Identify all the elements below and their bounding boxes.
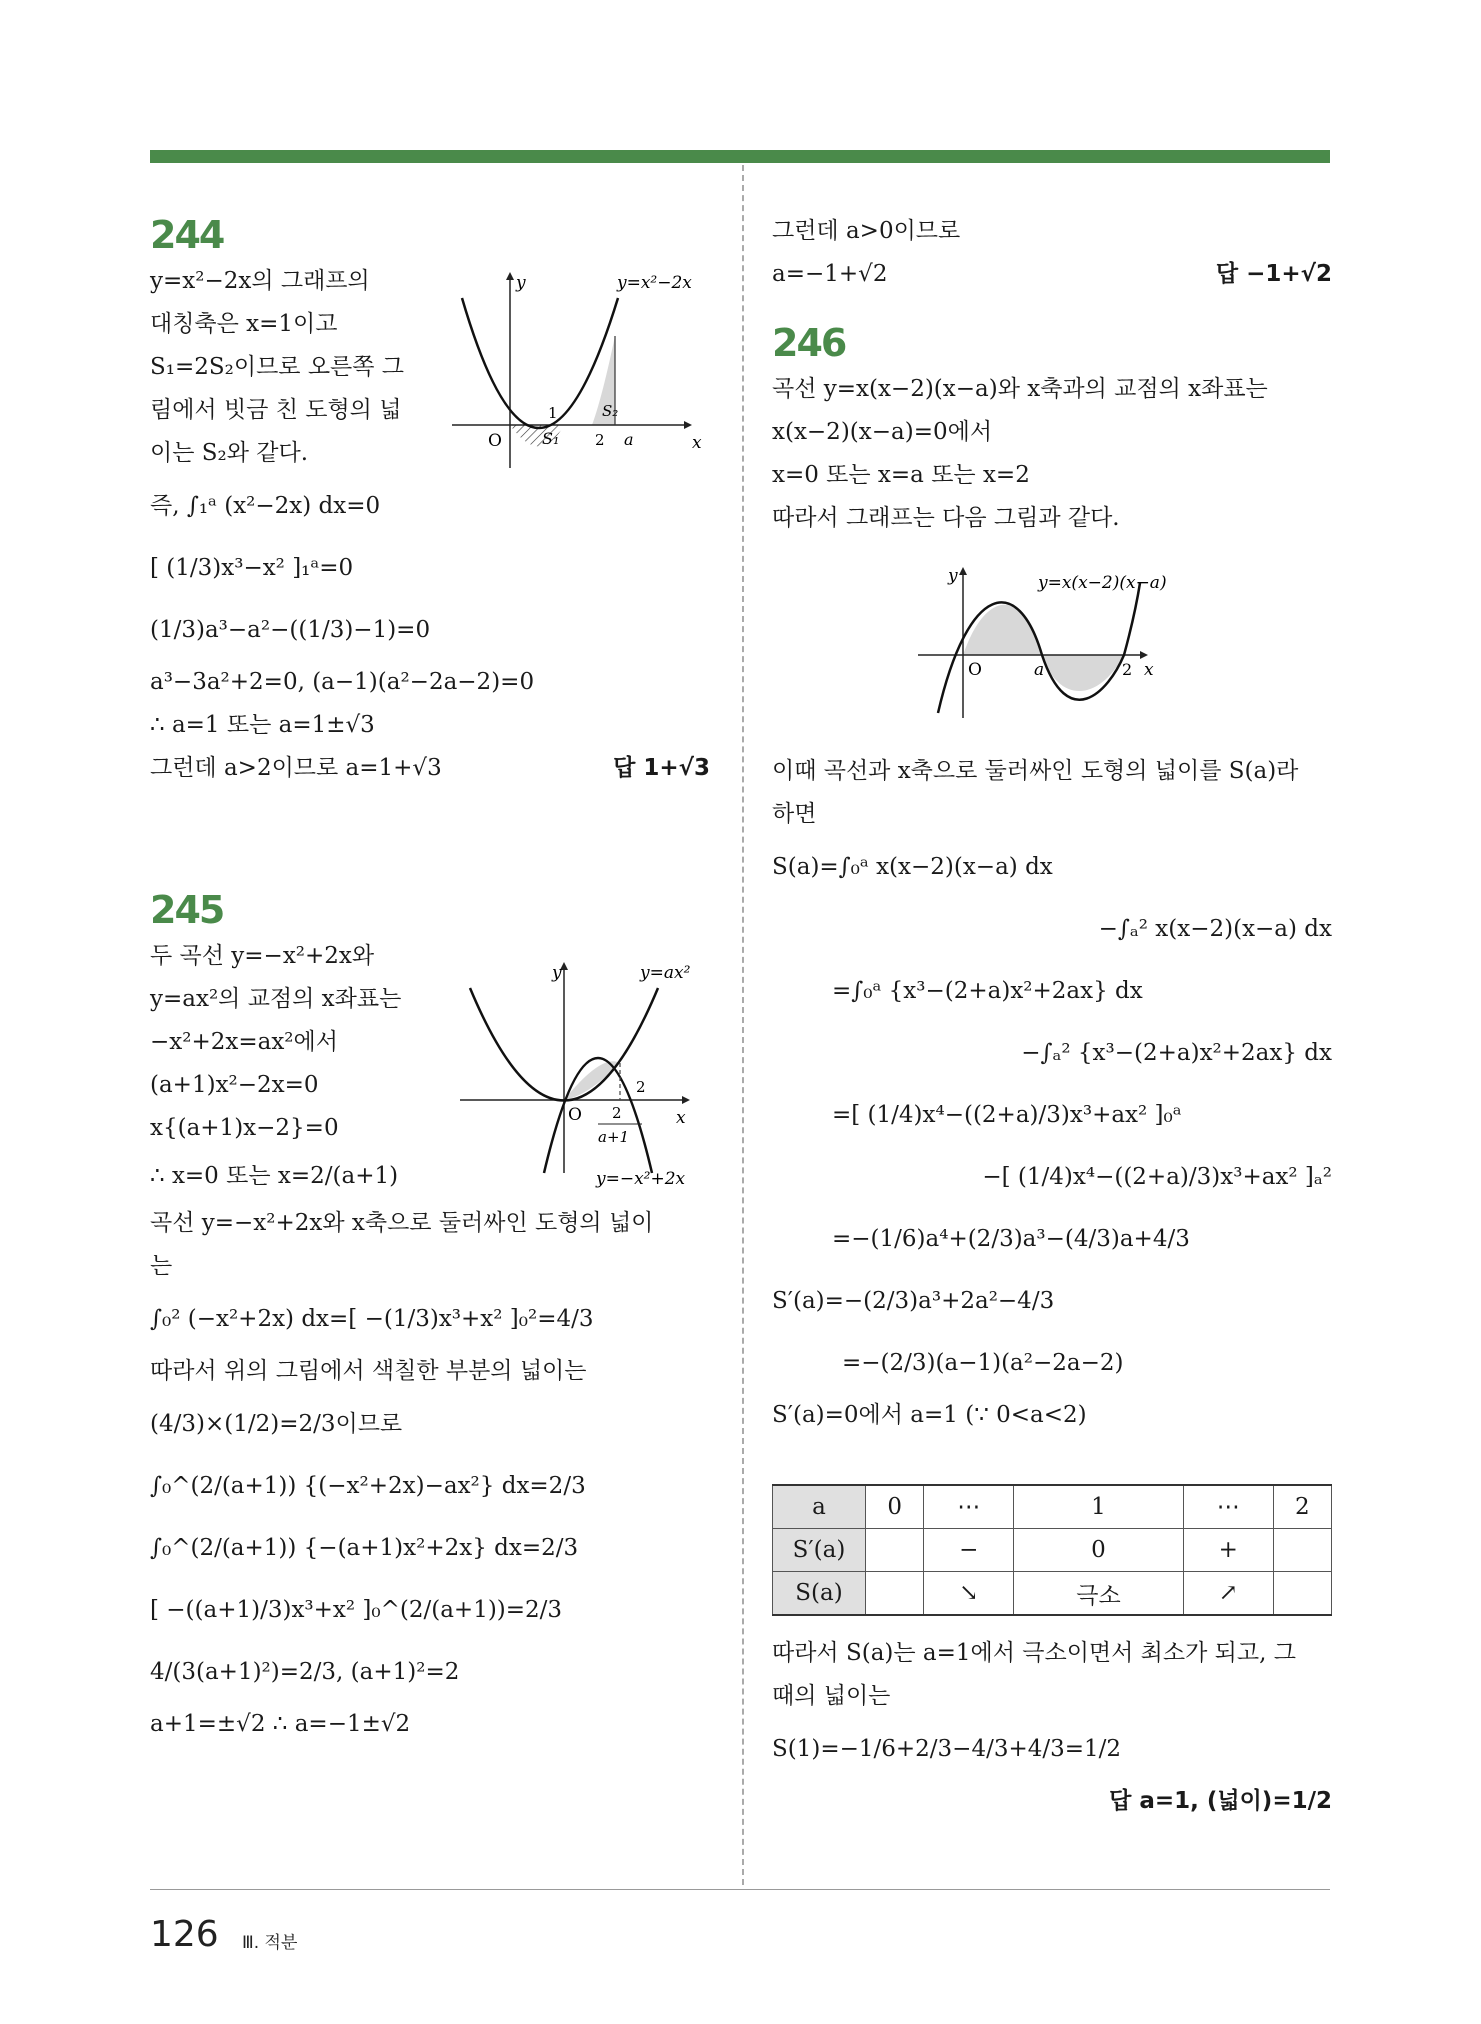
p245-line: a+1=±√2 ∴ a=−1±√2 bbox=[150, 1711, 411, 1737]
function-label: y=x(x−2)(x−a) bbox=[1038, 573, 1167, 593]
right-column bbox=[772, 210, 1332, 1437]
p244-line: a³−3a²+2=0, (a−1)(a²−2a−2)=0 bbox=[150, 669, 535, 695]
parabola-curve bbox=[462, 298, 618, 428]
top-green-bar bbox=[150, 150, 1330, 163]
p245-line: (4/3)×(1/2)=2/3이므로 bbox=[150, 1411, 403, 1437]
graph-245 bbox=[460, 958, 730, 1188]
table-row bbox=[773, 1485, 1332, 1529]
y-label: y bbox=[516, 273, 526, 293]
p245-line: 따라서 위의 그림에서 색칠한 부분의 넓이는 bbox=[150, 1358, 587, 1384]
spacer bbox=[772, 296, 1332, 318]
table-cell: − bbox=[924, 1529, 1014, 1572]
p244-line: y=x²−2x의 그래프의 bbox=[150, 268, 370, 294]
column-divider bbox=[742, 165, 744, 1885]
p246-line: 이때 곡선과 x축으로 둘러싸인 도형의 넓이를 S(a)라 bbox=[772, 758, 1299, 784]
table-cell: S(a) bbox=[773, 1572, 866, 1616]
shaded-region-2 bbox=[1042, 655, 1124, 691]
x-axis-arrow bbox=[682, 1096, 690, 1104]
shaded-region-1 bbox=[963, 605, 1042, 655]
table-cell: ⋯ bbox=[924, 1485, 1014, 1529]
origin-label: O bbox=[488, 431, 502, 451]
table-cell: 0 bbox=[866, 1485, 924, 1529]
p246-line: S(a)=∫₀ᵃ x(x−2)(x−a) dx bbox=[772, 854, 1053, 880]
table-cell: 0 bbox=[1014, 1529, 1184, 1572]
table-cell: S′(a) bbox=[773, 1529, 866, 1572]
label-2: 2 bbox=[1122, 660, 1133, 679]
origin-label: O bbox=[968, 660, 982, 680]
p244-line: [ (1/3)x³−x² ]₁ᵃ=0 bbox=[150, 555, 354, 581]
p246-line: S′(a)=0에서 a=1 (∵ 0<a<2) bbox=[772, 1402, 1087, 1428]
p246-line: 따라서 그래프는 다음 그림과 같다. bbox=[772, 505, 1120, 531]
label-a: a bbox=[624, 430, 634, 449]
footer-rule bbox=[150, 1889, 1330, 1890]
p246-line: −∫ₐ² {x³−(2+a)x²+2ax} dx bbox=[1021, 1040, 1332, 1066]
p246-line: S(1)=−1/6+2/3−4/3+4/3=1/2 bbox=[772, 1736, 1122, 1762]
function-label-2: y=−x²+2x bbox=[596, 1169, 686, 1189]
x-axis-arrow bbox=[684, 421, 692, 429]
p246-line: =−(2/3)(a−1)(a²−2a−2) bbox=[842, 1350, 1124, 1376]
p246-line: =[ (1/4)x⁴−((2+a)/3)x³+ax² ]₀ᵃ bbox=[832, 1102, 1182, 1128]
problem-number-245: 245 bbox=[150, 888, 224, 932]
y-axis-arrow bbox=[959, 567, 967, 575]
p244-line: 그런데 a>2이므로 a=1+√3 bbox=[150, 755, 442, 781]
x-label: x bbox=[676, 1108, 686, 1128]
figure-244 bbox=[452, 268, 722, 468]
table-cell bbox=[1273, 1529, 1331, 1572]
label-1: 1 bbox=[548, 404, 558, 422]
y-label: y bbox=[552, 963, 562, 983]
page-number: 126 bbox=[150, 1914, 219, 1955]
p245-line: ∫₀^(2/(a+1)) {(−x²+2x)−ax²} dx=2/3 bbox=[150, 1473, 586, 1499]
p246-conclusion bbox=[772, 1632, 1332, 1823]
problem-number-246: 246 bbox=[772, 321, 846, 365]
p246-line: x=0 또는 x=a 또는 x=2 bbox=[772, 462, 1030, 488]
label-a: a bbox=[1034, 660, 1045, 680]
label-s2: S₂ bbox=[602, 402, 619, 420]
table-cell bbox=[866, 1572, 924, 1616]
figure-245 bbox=[460, 958, 730, 1188]
chapter-label: Ⅲ. 적분 bbox=[242, 1933, 298, 1953]
p244-line: 이는 S₂와 같다. bbox=[150, 440, 308, 466]
p245-line: 곡선 y=−x²+2x와 x축으로 둘러싸인 도형의 넓이 bbox=[150, 1210, 654, 1236]
x-label: x bbox=[692, 433, 702, 453]
p246-line: S′(a)=−(2/3)a³+2a²−4/3 bbox=[772, 1288, 1055, 1314]
spacer bbox=[150, 790, 710, 885]
shaded-region bbox=[564, 1061, 620, 1100]
label-2: 2 bbox=[636, 1078, 646, 1096]
p244-line: (1/3)a³−a²−((1/3)−1)=0 bbox=[150, 617, 431, 643]
p245-line: 는 bbox=[150, 1253, 173, 1279]
p244-line: S₁=2S₂이므로 오른쪽 그 bbox=[150, 354, 405, 380]
p244-line: 림에서 빗금 친 도형의 넓 bbox=[150, 397, 402, 423]
origin-label: O bbox=[568, 1105, 582, 1125]
figure-246 bbox=[918, 563, 1218, 723]
p246-line: 곡선 y=x(x−2)(x−a)와 x축과의 교점의 x좌표는 bbox=[772, 376, 1268, 402]
variation-table bbox=[772, 1484, 1332, 1616]
frac-denominator: a+1 bbox=[598, 1128, 630, 1146]
p246-answer: 답 a=1, (넓이)=1/2 bbox=[1109, 1788, 1332, 1814]
table-cell: ↘ bbox=[924, 1572, 1014, 1616]
p244-line: ∴ a=1 또는 a=1±√3 bbox=[150, 712, 375, 738]
p245-answer: 답 −1+√2 bbox=[1215, 261, 1332, 287]
table-cell: 2 bbox=[1273, 1485, 1331, 1529]
function-label-1: y=ax² bbox=[640, 963, 691, 983]
y-axis-arrow bbox=[506, 272, 514, 280]
p245-line: ∫₀² (−x²+2x) dx=[ −(1/3)x³+x² ]₀²=4/3 bbox=[150, 1306, 594, 1332]
p245-cont-line: 그런데 a>0이므로 bbox=[772, 218, 961, 244]
table-cell bbox=[1273, 1572, 1331, 1616]
function-label: y=x²−2x bbox=[617, 273, 692, 293]
table-row bbox=[773, 1572, 1332, 1616]
p245-line: 두 곡선 y=−x²+2x와 bbox=[150, 943, 375, 969]
x-label: x bbox=[1144, 660, 1154, 680]
table-cell: + bbox=[1183, 1529, 1273, 1572]
table-cell: a bbox=[773, 1485, 866, 1529]
table-cell bbox=[866, 1529, 924, 1572]
p245-line: ∴ x=0 또는 x=2/(a+1) bbox=[150, 1163, 399, 1189]
p245-line: ∫₀^(2/(a+1)) {−(a+1)x²+2x} dx=2/3 bbox=[150, 1535, 579, 1561]
table-cell: ↗ bbox=[1183, 1572, 1273, 1616]
p246-line: 하면 bbox=[772, 801, 817, 827]
p246-line: −[ (1/4)x⁴−((2+a)/3)x³+ax² ]ₐ² bbox=[982, 1164, 1332, 1190]
p246-line: =−(1/6)a⁴+(2/3)a³−(4/3)a+4/3 bbox=[832, 1226, 1190, 1252]
graph-246 bbox=[918, 563, 1218, 723]
p245-line: x{(a+1)x−2}=0 bbox=[150, 1115, 339, 1141]
p246-line: 때의 넓이는 bbox=[772, 1683, 891, 1709]
p245-cont-line: a=−1+√2 bbox=[772, 261, 888, 287]
p246-line: 따라서 S(a)는 a=1에서 극소이면서 최소가 되고, 그 bbox=[772, 1640, 1296, 1666]
problem-number-244: 244 bbox=[150, 213, 224, 257]
p245-line: (a+1)x²−2x=0 bbox=[150, 1072, 319, 1098]
label-s1: S₁ bbox=[542, 429, 560, 448]
table-row bbox=[773, 1529, 1332, 1572]
x-axis-arrow bbox=[1140, 651, 1148, 659]
p246-line: =∫₀ᵃ {x³−(2+a)x²+2ax} dx bbox=[832, 978, 1143, 1004]
p246-line: −∫ₐ² x(x−2)(x−a) dx bbox=[1098, 916, 1332, 942]
table-cell: 극소 bbox=[1014, 1572, 1184, 1616]
p245-line: [ −((a+1)/3)x³+x² ]₀^(2/(a+1))=2/3 bbox=[150, 1597, 563, 1623]
table-cell: 1 bbox=[1014, 1485, 1184, 1529]
p245-line: 4/(3(a+1)²)=2/3, (a+1)²=2 bbox=[150, 1659, 460, 1685]
p245-cont-final-line bbox=[772, 253, 1332, 296]
p246-line: x(x−2)(x−a)=0에서 bbox=[772, 419, 993, 445]
p244-line: 즉, ∫₁ᵃ (x²−2x) dx=0 bbox=[150, 493, 381, 519]
p245-line: y=ax²의 교점의 x좌표는 bbox=[150, 986, 402, 1012]
label-2: 2 bbox=[595, 431, 605, 449]
frac-numerator: 2 bbox=[612, 1104, 622, 1122]
p245-line: −x²+2x=ax²에서 bbox=[150, 1029, 338, 1055]
y-label: y bbox=[948, 566, 958, 586]
p246-answer-line bbox=[772, 1780, 1332, 1823]
table-cell: ⋯ bbox=[1183, 1485, 1273, 1529]
p244-line: 대칭축은 x=1이고 bbox=[150, 311, 338, 337]
graph-244 bbox=[452, 268, 722, 468]
p244-answer: 답 1+√3 bbox=[613, 755, 710, 781]
p244-final-line bbox=[150, 747, 710, 790]
